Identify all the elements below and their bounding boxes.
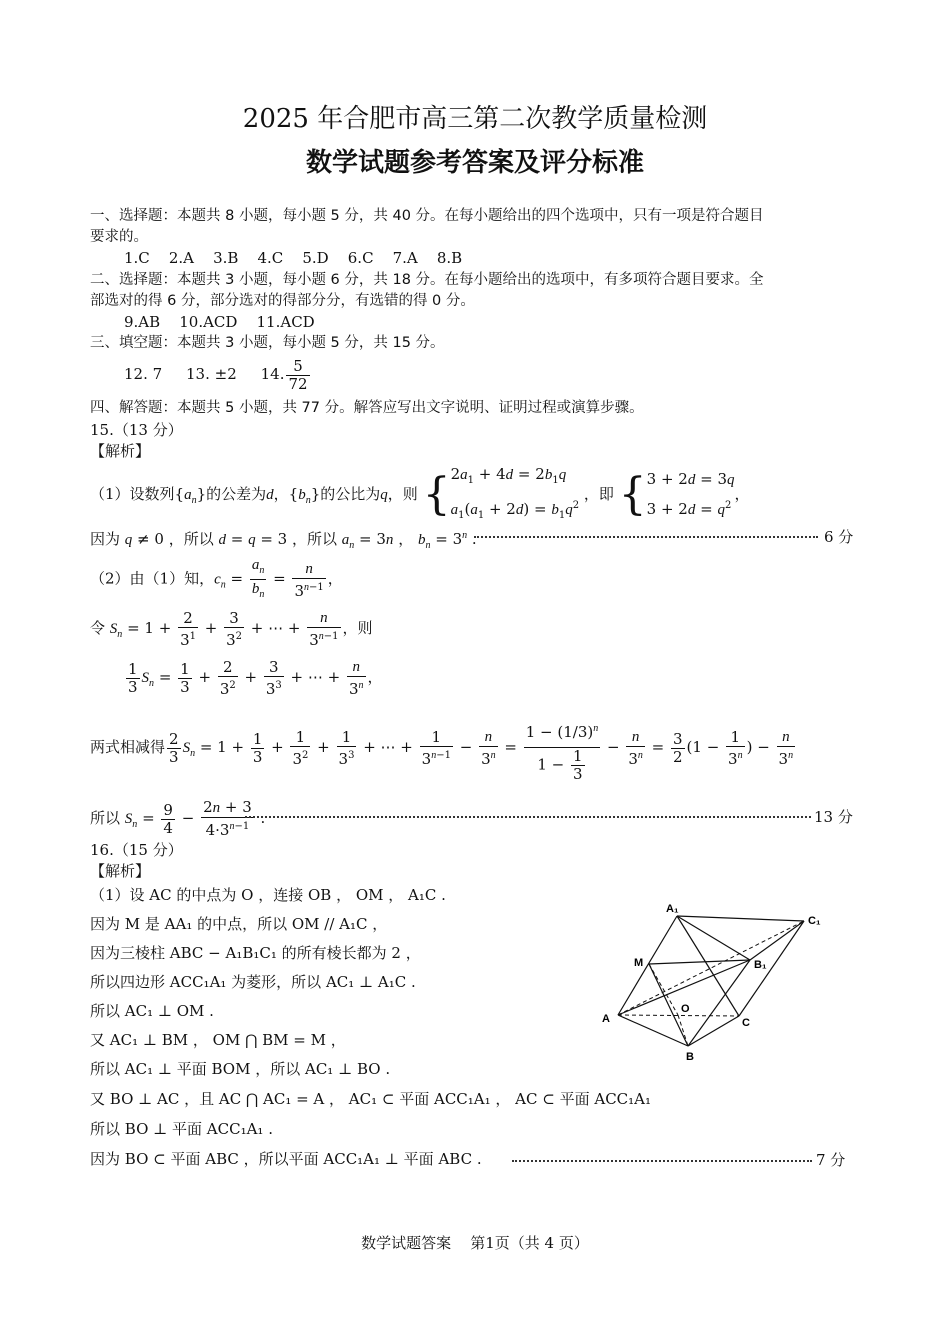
page-subtitle: 数学试题参考答案及评分标准 [305,148,644,178]
edge-mb1 [649,960,750,964]
prism-figure [596,900,836,1070]
section4-heading: 四、解答题：本题共 5 小题，共 77 分。解答应写出文字说明、证明过程或演算步骤。 [90,400,644,416]
q15-part1-result: 因为 q ≠ 0 ，所以 d = q = 3 ，所以 $a_n = 3n$ ， $b_n = 3^n$ . [90,530,477,551]
q16-score: 7 分 [816,1151,846,1169]
edge-ob [678,1015,688,1046]
q16-dots [512,1160,812,1162]
q16-line-4: 所以四边形 ACC₁A₁ 为菱形，所以 AC₁ ⊥ A₁C . [90,973,416,991]
section1-heading: 一、选择题：本题共 8 小题，每小题 5 分，共 40 分。在每小题给出的四个选项中，只有一项是符合题目 [90,208,764,224]
q16-line-9: 所以 BO ⊥ 平面 ACC₁A₁ . [90,1120,273,1138]
section2-heading-cont: 部选对的得 6 分，部分选对的得部分分，有选错的得 0 分。 [90,293,475,309]
q15-score-2: 13 分 [814,808,853,826]
section2-heading: 二、选择题：本题共 3 小题，每小题 6 分，共 18 分。在每小题给出的选项中，有多项符合题目要求。全 [90,272,764,288]
page-footer: 数学试题答案 第1页（共 4 页） [361,1234,589,1252]
q16-line-5: 所以 AC₁ ⊥ OM . [90,1002,214,1020]
q15-dots-2 [245,816,811,818]
answer-13: 13. ±2 [186,365,237,383]
label-a: A [602,1013,610,1025]
q16-line-8: 又 BO ⊥ AC ，且 AC ⋂ AC₁ = A ， AC₁ ⊂ 平面 ACC₁A₁ ， AC ⊂ 平面 ACC₁A₁ [90,1090,652,1108]
answer-12: 12. 7 [124,365,163,383]
q16-jiexi: 【解析】 [90,862,151,880]
q15-part1: （1）设数列$\{a_n\}$的公差为d，$\{b_n\}$的公比为q，则 { $2a_1 + 4d = 2b_1q$ $a_1(a_1 + 2d) = b_1q^2$ ，即 { 3 + 2d = 3q $3 + 2d = q^2$ ， [90,465,750,521]
q16-line-7: 所以 AC₁ ⊥ 平面 BOM ，所以 AC₁ ⊥ BO . [90,1060,391,1078]
q15-score-1: 6 分 [824,528,854,546]
q16-line-10: 因为 BO ⊂ 平面 ABC ，所以平面 ACC₁A₁ ⊥ 平面 ABC . [90,1150,482,1168]
edge-ab [618,1015,688,1046]
q15-subtract: 两式相减得 $\frac{2}{3}$ $S_n = 1$ + $\frac{1}{3}$ + $\frac{1}{3^2}$ + $\frac{1}{3^3}$ + ⋯ + $\frac{1}{3^{n-1}}$ − $\frac{n}{3^n}$ = $1 - (1/3)^n$ 1 − $\frac{1}{3}$ − $\frac{n}{3^n}$ = $\frac{3}{2}$ (1 − $\frac{1}{3^n}$ ) − $\frac{n}{3^n}$ [90,722,794,783]
label-b1: B₁ [754,959,767,971]
q15-header: 15.（13 分） [90,421,183,439]
answer-14: 14. [260,365,285,383]
label-c: C [742,1017,750,1029]
section2-answers: 9.AB 10.ACD 11.ACD [124,313,315,331]
page-title: 2025 年合肥市高三第二次教学质量检测 [242,104,708,134]
section3-heading: 三、填空题：本题共 3 小题，每小题 5 分，共 15 分。 [90,335,445,351]
label-m: M [634,957,644,969]
edge-mo [649,964,678,1015]
q15-part2: （2）由（1）知，$c_n$ = $\frac{a_n}{b_n}$ = $\frac{n}{3^{n-1}}$ ， [90,556,343,600]
q15-result: 所以 $S_n$ = $\frac{9}{4}$ − $\frac{2n + 3}{4\cdot 3^{n-1}}$ . [90,798,266,839]
label-o: O [681,1003,690,1015]
q16-header: 16.（15 分） [90,841,183,859]
edge-c1c [739,921,804,1016]
answer-14-fraction: $\frac{5}{72}$ [288,356,308,393]
q16-line-3: 因为三棱柱 ABC − A₁B₁C₁ 的所有棱长都为 2 ， [90,944,421,962]
edge-a1a [618,916,677,1015]
edge-a1c [677,916,739,1016]
q15-sum-third: $\frac{1}{3}$ $S_n$ = $\frac{1}{3}$ + $\frac{2}{3^2}$ + $\frac{3}{3^3}$ + ⋯ + $\frac{n}{3^n}$ ， [128,657,383,698]
label-c1: C₁ [808,915,821,927]
q15-jiexi: 【解析】 [90,442,151,460]
label-a1: A₁ [666,903,679,915]
section1-answers: 1.C 2.A 3.B 4.C 5.D 6.C 7.A 8.B [124,249,463,267]
q16-line-6: 又 AC₁ ⊥ BM ， OM ⋂ BM = M ， [90,1031,346,1049]
section1-heading-cont: 要求的。 [90,229,148,245]
edge-c1b1 [750,921,804,960]
label-b: B [686,1051,694,1063]
q15-sum-def: 令 $S_n = 1$ + $\frac{2}{3^1}$ + $\frac{3}{3^2}$ + ⋯ + $\frac{n}{3^{n-1}}$ ，则 [90,608,373,649]
edge-cb [688,1016,739,1046]
q16-line-2: 因为 M 是 AA₁ 的中点，所以 OM // A₁C ， [90,915,388,933]
q16-line-1: （1）设 AC 的中点为 O ，连接 OB ， OM ， A₁C . [90,886,446,904]
section3-answers [124,354,312,394]
q15-dots-1 [474,536,818,538]
edge-a1c1 [677,916,804,921]
